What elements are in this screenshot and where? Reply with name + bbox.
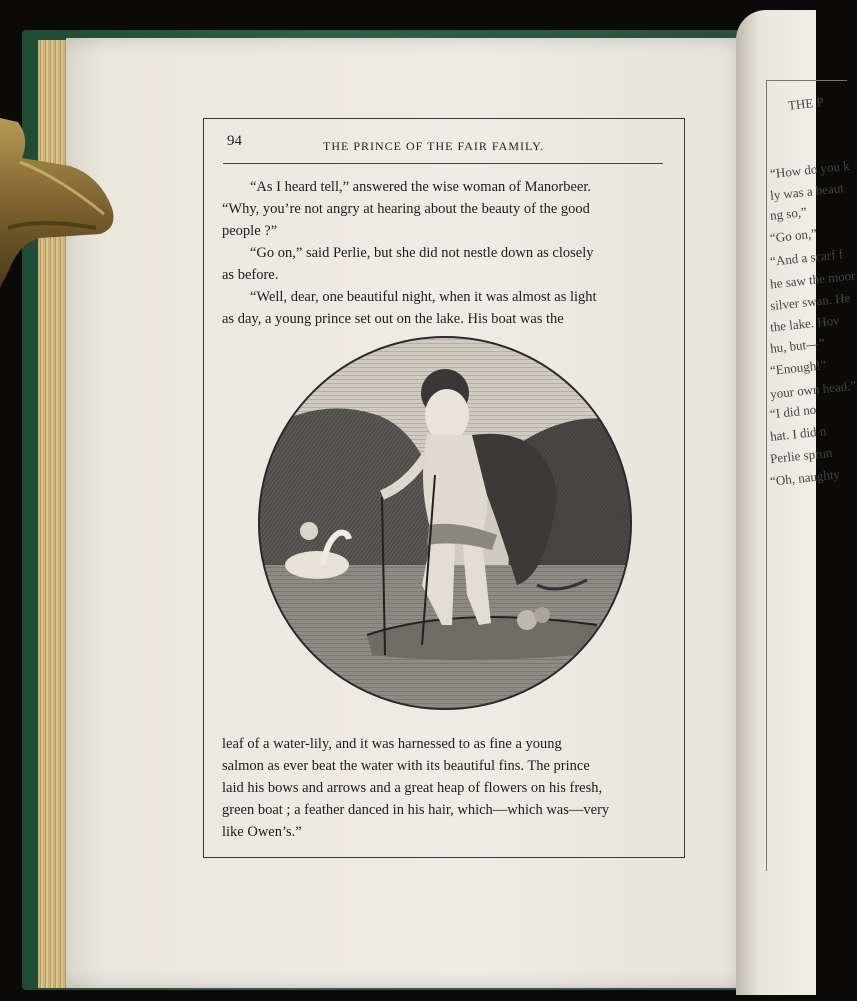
brass-book-holder: [0, 118, 118, 288]
facing-line: ly was a beaut: [769, 180, 845, 203]
facing-page: [736, 10, 857, 995]
text-line: leaf of a water-lily, and it was harnessed to as fine a young: [222, 736, 562, 752]
text-line: salmon as ever beat the water with its beautiful fins. The prince: [222, 758, 590, 774]
facing-line: hu, but—”: [769, 335, 826, 356]
text-line: people ?”: [222, 223, 278, 239]
facing-line: ng so,”: [769, 204, 808, 223]
page-header: [223, 133, 663, 164]
text-line: “Go on,” said Perlie, but she did not nestle down as closely: [250, 245, 594, 261]
facing-line: “How do you k: [769, 157, 851, 182]
text-line: as day, a young prince set out on the lake. His boat was the: [222, 311, 564, 327]
facing-line: your own head.”: [769, 377, 857, 402]
facing-page-head: THE P: [787, 94, 825, 113]
facing-line: Perlie sprun: [769, 444, 834, 467]
running-head: THE PRINCE OF THE FAIR FAMILY.: [323, 139, 545, 153]
facing-line: “And a scarf f: [769, 246, 844, 269]
facing-line: “Go on,”: [769, 225, 818, 246]
facing-line: the lake. Hov: [769, 312, 841, 335]
facing-line: silver swan. He: [769, 289, 852, 314]
text-line: “Well, dear, one beautiful night, when it was almost as light: [250, 289, 597, 305]
facing-line: hat. I did n: [769, 423, 827, 444]
text-line: green boat ; a feather danced in his hair, which—which was—very: [222, 802, 610, 818]
text-line: “As I heard tell,” answered the wise woman of Manorbeer.: [250, 179, 592, 195]
facing-line: “I did no: [769, 401, 817, 422]
text-block-top: [222, 176, 664, 330]
facing-line: “Enough!”: [769, 357, 827, 378]
text-line: “Why, you’re not angry at hearing about the beauty of the good: [222, 201, 590, 217]
facing-line: “Oh, naughty: [769, 466, 841, 489]
text-line: as before.: [222, 267, 279, 283]
engraving-illustration: [257, 335, 633, 711]
text-line: like Owen’s.”: [222, 824, 302, 840]
facing-line: he saw the moor: [769, 267, 857, 292]
text-block-bottom: [222, 733, 664, 843]
text-line: laid his bows and arrows and a great heap of flowers on his fresh,: [222, 780, 603, 796]
page-number: 94: [227, 133, 242, 149]
